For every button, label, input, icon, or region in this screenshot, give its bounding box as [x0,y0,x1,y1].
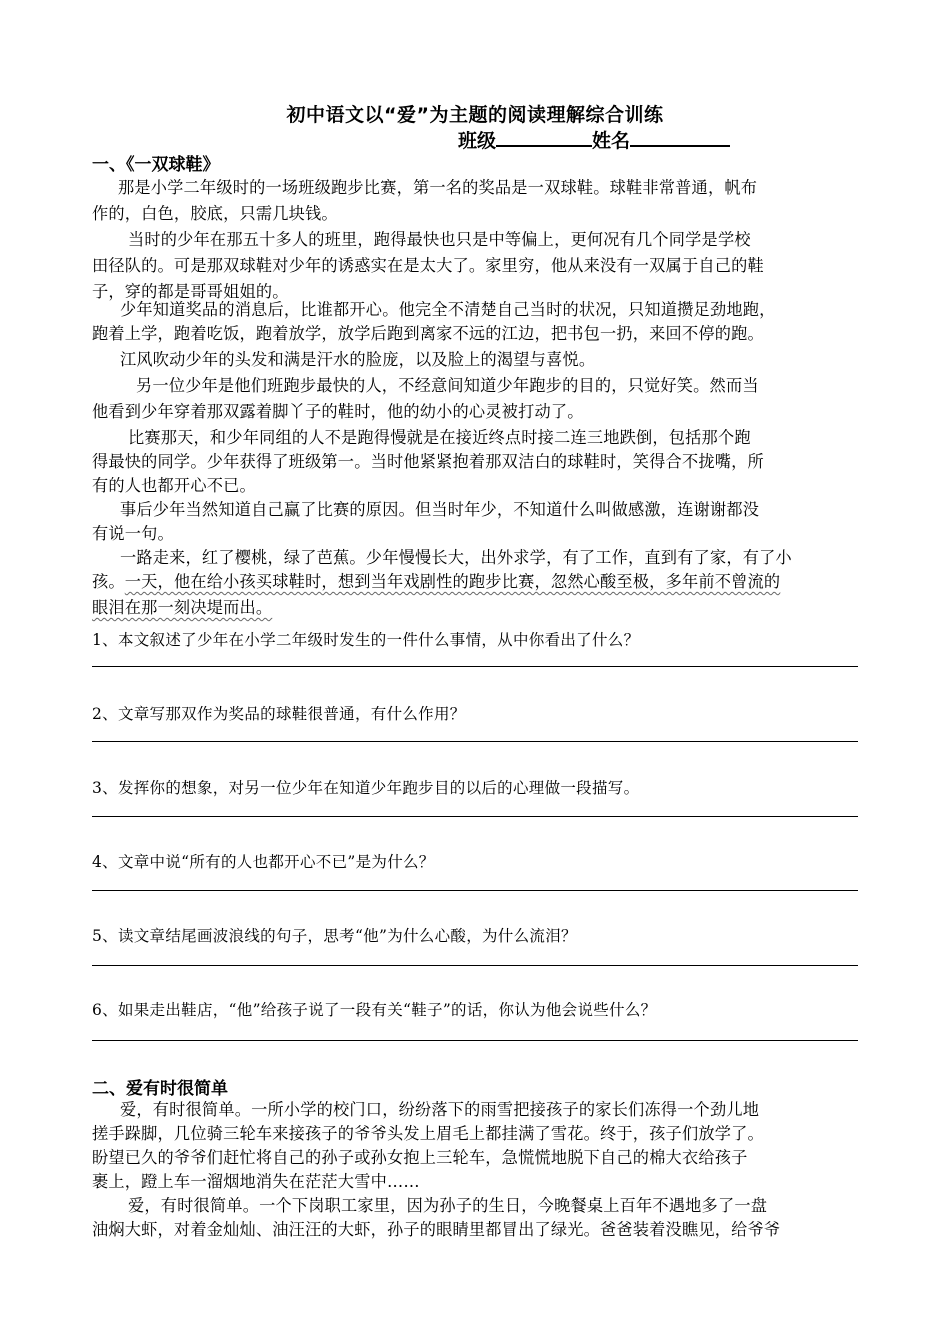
name-label: 姓名 [592,130,631,152]
passage1-line: 比赛那天，和少年同组的人不是跑得慢就是在接近终点时接二连三地跌倒，包括那个跑 [128,428,751,447]
question-4: 4、文章中说“所有的人也都开心不已”是为什么？ [92,853,435,871]
passage1-line: 作的，白色，胶底，只需几块钱。 [92,204,338,223]
section1-heading: 一、《一双球鞋》 [92,155,220,175]
passage2-line: 裹上，蹬上车一溜烟地消失在茫茫大雪中…… [92,1172,420,1191]
answer-line-3[interactable] [92,816,858,817]
passage2-line: 搓手跺脚，几位骑三轮车来接孩子的爷爷头发上眉毛上都挂满了雪花。终于，孩子们放学了。 [92,1124,764,1143]
class-label: 班级 [458,130,497,152]
passage1-line: 有的人也都开心不已。 [92,476,256,495]
passage1-line: 他看到少年穿着那双露着脚丫子的鞋时，他的幼小的心灵被打动了。 [92,402,584,421]
answer-line-4[interactable] [92,890,858,891]
passage1-line: 跑着上学，跑着吃饭，跑着放学，放学后跑到离家不远的江边，把书包一扔，来回不停的跑。 [92,324,764,343]
passage1-line: 当时的少年在那五十多人的班里，跑得最快也只是中等偏上，更何况有几个同学是学校 [128,230,751,249]
passage1-line: 江风吹动少年的头发和满是汗水的脸庞，以及脸上的渴望与喜悦。 [120,350,596,369]
wavy-underlined-sentence: 眼泪在那一刻决堤而出。 [92,598,273,617]
passage1-line: 一路走来，红了樱桃，绿了芭蕉。少年慢慢长大，出外求学，有了工作，直到有了家，有了小 [120,548,792,567]
answer-line-5[interactable] [92,965,858,966]
passage1-text: 孩。 [92,572,125,591]
passage2-line: 盼望已久的爷爷们赶忙将自己的孙子或孙女抱上三轮车，急慌慌地脱下自己的棉大衣给孩子 [92,1148,748,1167]
answer-line-1[interactable] [92,666,858,667]
passage2-line: 爱，有时很简单。一所小学的校门口，纷纷落下的雨雪把接孩子的家长们冻得一个劲儿地 [120,1100,760,1119]
passage1-line: 得最快的同学。少年获得了班级第一。当时他紧紧抱着那双洁白的球鞋时，笑得合不拢嘴，所 [92,452,764,471]
class-name-line [458,126,730,153]
passage1-line [92,570,780,594]
document-title: 初中语文以“爱”为主题的阅读理解综合训练 [286,104,664,126]
question-6: 6、如果走出鞋店，“他”给孩子说了一段有关“鞋子”的话，你认为他会说些什么？ [92,1001,657,1019]
passage1-line: 田径队的。可是那双球鞋对少年的诱惑实在是太大了。家里穷，他从来没有一双属于自己的鞋 [92,256,764,275]
passage1-line: 子，穿的都是哥哥姐姐的。 [92,282,289,301]
passage1-line: 有说一句。 [92,524,174,543]
question-5: 5、读文章结尾画波浪线的句子，思考“他”为什么心酸，为什么流泪？ [92,927,577,945]
question-3: 3、发挥你的想象，对另一位少年在知道少年跑步目的以后的心理做一段描写。 [92,779,640,797]
passage1-line: 另一位少年是他们班跑步最快的人，不经意间知道少年跑步的目的，只觉好笑。然而当 [136,376,759,395]
answer-line-2[interactable] [92,741,858,742]
name-blank[interactable] [630,127,730,147]
passage2-line: 爱，有时很简单。一个下岗职工家里，因为孙子的生日，今晚餐桌上百年不遇地多了一盘 [128,1196,768,1215]
passage1-line: 事后少年当然知道自己赢了比赛的原因。但当时年少，不知道什么叫做感激，连谢谢都没 [120,500,760,519]
class-blank[interactable] [496,127,592,147]
section2-heading: 二、爱有时很简单 [92,1079,228,1099]
passage1-line: 少年知道奖品的消息后，比谁都开心。他完全不清楚自己当时的状况，只知道攒足劲地跑， [120,300,776,319]
wavy-underlined-sentence: 一天，他在给小孩买球鞋时，想到当年戏剧性的跑步比赛，忽然心酸至极，多年前不曾流的 [124,572,781,591]
passage1-line: 那是小学二年级时的一场班级跑步比赛，第一名的奖品是一双球鞋。球鞋非常普通，帆布 [118,178,758,197]
passage2-line: 油焖大虾，对着金灿灿、油汪汪的大虾，孙子的眼睛里都冒出了绿光。爸爸装着没瞧见，给爷爷 [92,1220,781,1239]
question-1: 1、本文叙述了少年在小学二年级时发生的一件什么事情，从中你看出了什么？ [92,631,640,649]
question-2: 2、文章写那双作为奖品的球鞋很普通，有什么作用？ [92,705,466,723]
answer-line-6[interactable] [92,1040,858,1041]
